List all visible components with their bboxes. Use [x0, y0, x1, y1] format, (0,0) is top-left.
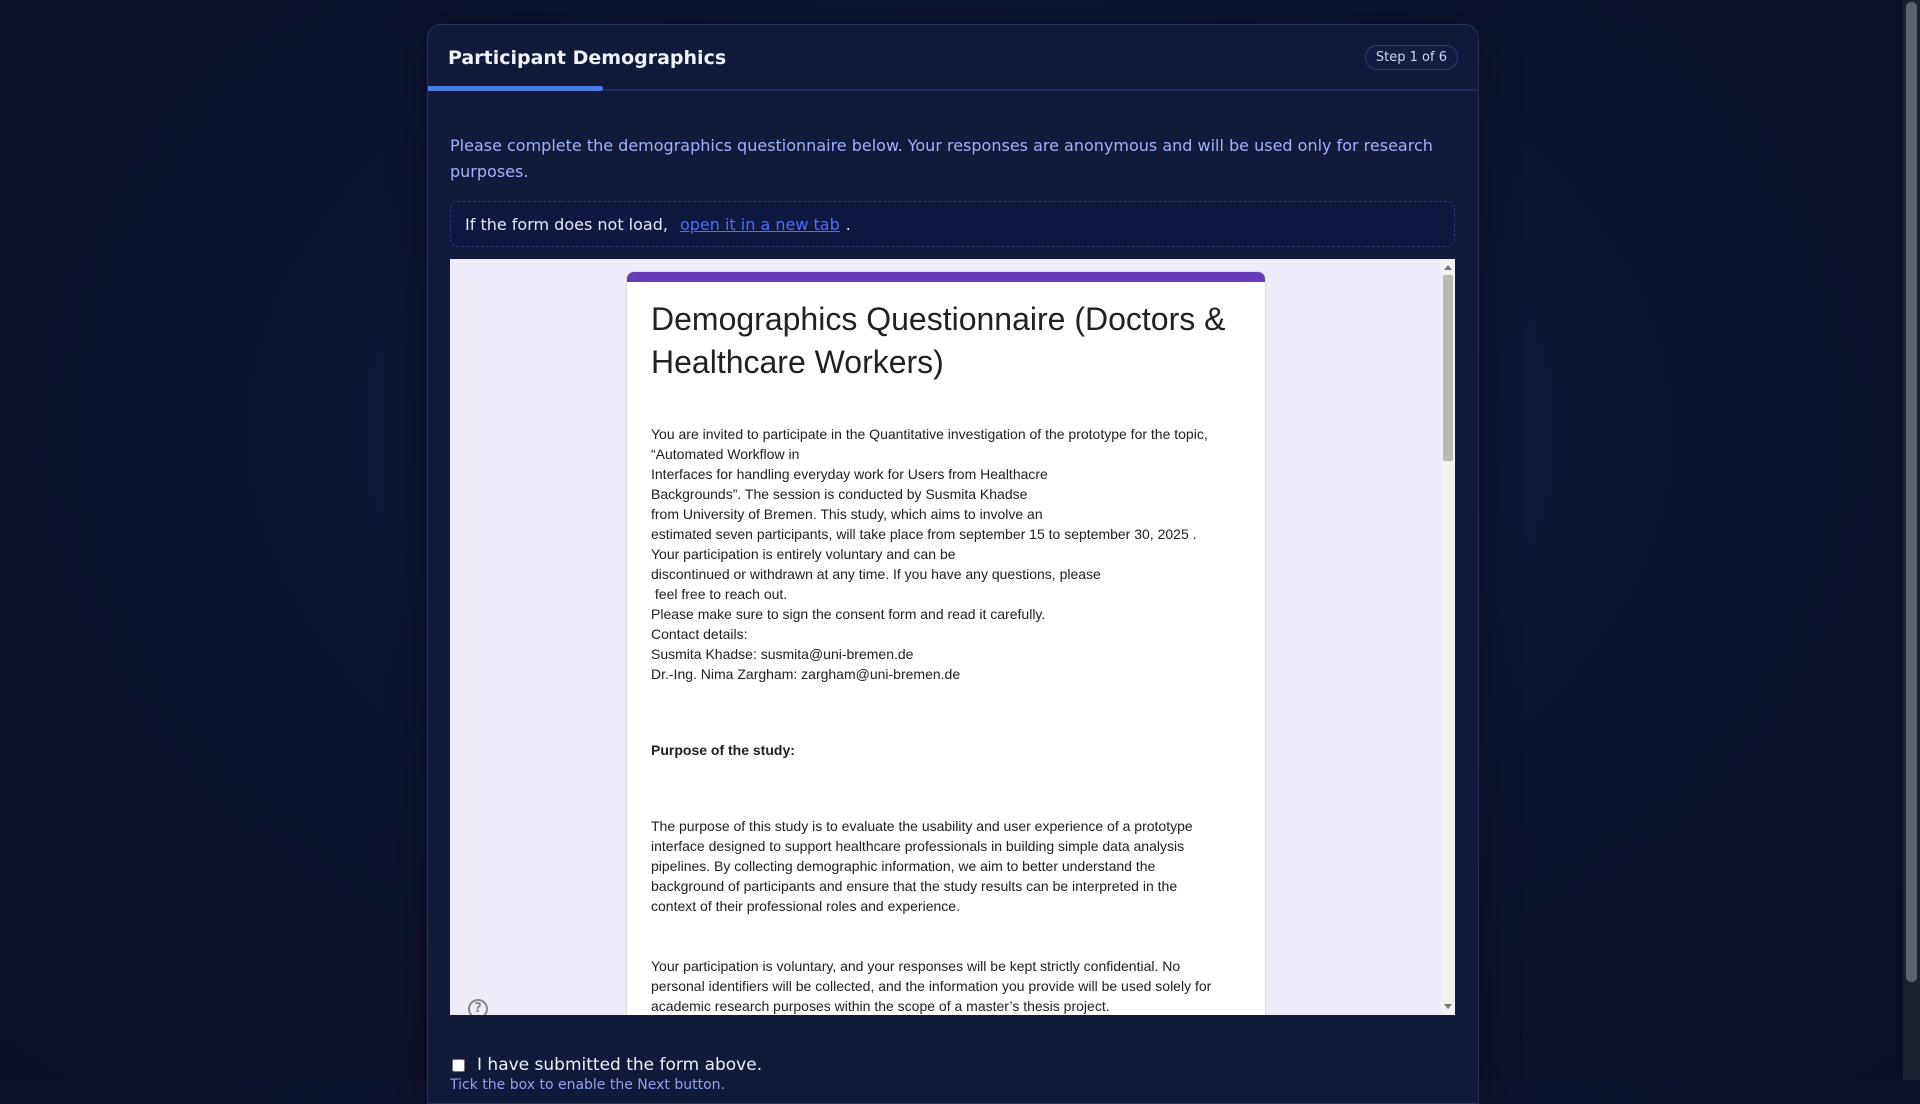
form-description — [651, 424, 1241, 684]
purpose-line: The purpose of this study is to evaluate the usability and user experience of a prototype — [651, 818, 1193, 834]
purpose-text — [651, 816, 1241, 916]
submitted-checkbox[interactable] — [452, 1059, 465, 1072]
confidentiality-line: academic research purposes within the scope of a master’s thesis project. — [651, 998, 1110, 1014]
form-accent-bar — [627, 272, 1265, 282]
page-scrollbar[interactable] — [1903, 0, 1920, 1080]
frame-scrollbar[interactable] — [1441, 259, 1455, 1015]
confidentiality-text — [651, 956, 1241, 1015]
confidentiality-line: personal identifiers will be collected, and the information you provide will be used solely for — [651, 978, 1212, 994]
fallback-text: If the form does not load, — [465, 214, 668, 234]
purpose-line: background of participants and ensure that the study results can be interpreted in the — [651, 878, 1178, 894]
confidentiality-line: Your participation is voluntary, and your responses will be kept strictly confidential. No — [651, 958, 1181, 974]
step-card — [427, 24, 1479, 1104]
purpose-heading: Purpose of the study: — [651, 742, 795, 758]
description-line: Dr.-Ing. Nima Zargham: zargham@uni-bremen.de — [651, 666, 961, 682]
frame-scrollbar-thumb[interactable] — [1443, 275, 1453, 461]
help-icon[interactable]: ? — [468, 999, 488, 1015]
description-line: feel free to reach out. — [651, 586, 788, 602]
form-title: Demographics Questionnaire (Doctors & Healthcare Workers) — [651, 301, 1226, 380]
purpose-line: pipelines. By collecting demographic information, we aim to better understand the — [651, 858, 1156, 874]
next-button-hint: Tick the box to enable the Next button. — [450, 1077, 725, 1093]
fallback-notice — [450, 201, 1455, 247]
purpose-line: context of their professional roles and experience. — [651, 898, 960, 914]
description-line: Please make sure to sign the consent form and read it carefully. — [651, 606, 1046, 622]
google-form-card — [626, 271, 1266, 1015]
progress-bar-fill — [428, 86, 603, 91]
open-new-tab-link[interactable]: open it in a new tab — [679, 214, 840, 234]
description-line: Backgrounds”. The session is conducted by Susmita Khadse — [651, 486, 1028, 502]
embedded-form-frame[interactable] — [450, 259, 1455, 1015]
description-line: estimated seven participants, will take place from september 15 to september 30, 2025 . — [651, 526, 1197, 542]
fallback-suffix: . — [845, 214, 851, 234]
intro-text: Please complete the demographics questionnaire below. Your responses are anonymous and will be used only for research purposes. — [450, 136, 1433, 181]
page-scrollbar-thumb[interactable] — [1906, 2, 1917, 982]
purpose-line: interface designed to support healthcare professionals in building simple data analysis — [651, 838, 1185, 854]
description-line: You are invited to participate in the Quantitative investigation of the prototype for the topic, — [651, 426, 1208, 442]
submitted-confirmation[interactable] — [452, 1055, 762, 1075]
page-title: Participant Demographics — [448, 47, 727, 69]
description-line: from University of Bremen. This study, which aims to involve an — [651, 506, 1043, 522]
card-header — [428, 25, 1478, 91]
description-line: Susmita Khadse: susmita@uni-bremen.de — [651, 646, 914, 662]
description-line: Interfaces for handling everyday work for Users from Healthacre — [651, 466, 1048, 482]
description-line: “Automated Workflow in — [651, 446, 800, 462]
description-line: discontinued or withdrawn at any time. If you have any questions, please — [651, 566, 1101, 582]
submitted-checkbox-label: I have submitted the form above. — [477, 1055, 763, 1075]
scroll-down-arrow-icon[interactable] — [1444, 1004, 1452, 1009]
description-line: Your participation is entirely voluntary and can be — [651, 546, 956, 562]
description-line: Contact details: — [651, 626, 748, 642]
scroll-up-arrow-icon[interactable] — [1444, 265, 1452, 270]
step-badge: Step 1 of 6 — [1365, 45, 1458, 70]
